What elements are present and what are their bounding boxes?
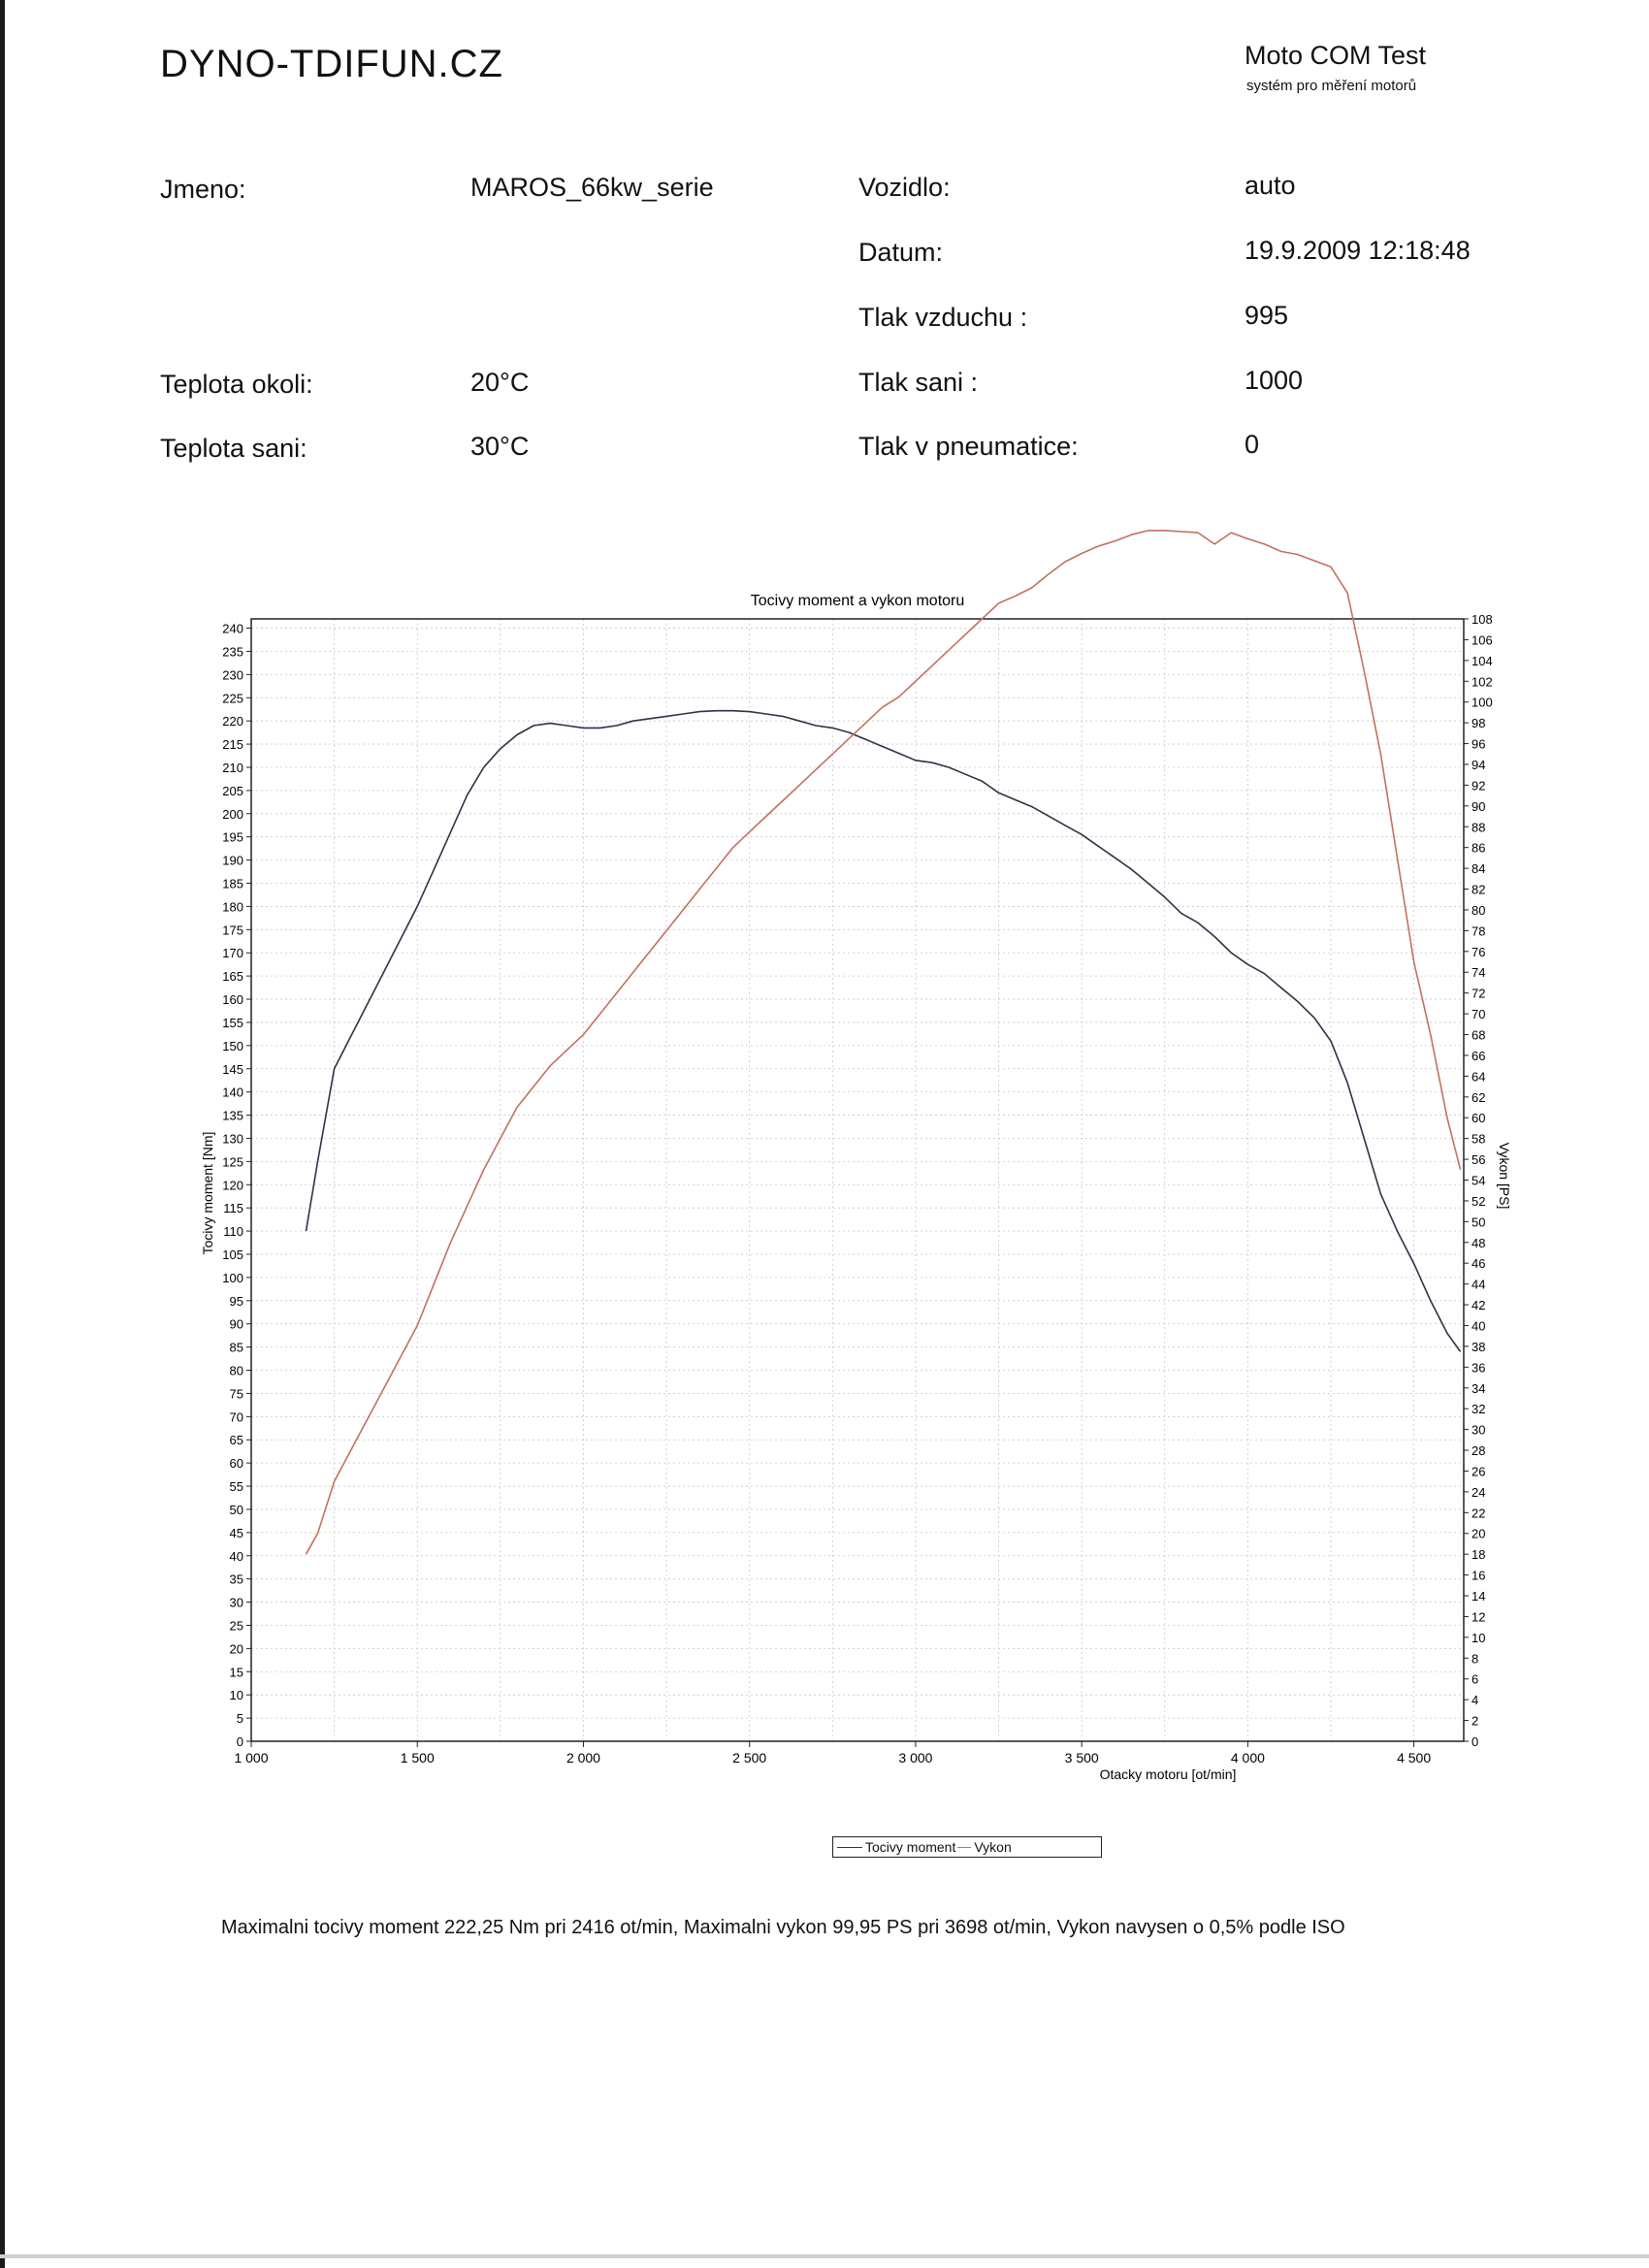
datum-label: Datum: [858, 238, 944, 267]
legend-label-torque: Tocivy moment [865, 1839, 956, 1855]
app-subtitle: systém pro měření motorů [1246, 78, 1417, 94]
y-right-tick-label: 66 [1471, 1048, 1486, 1063]
y-right-tick-label: 88 [1471, 820, 1486, 835]
y-left-tick-label: 170 [222, 946, 243, 961]
y-right-axis-label: Vykon [PS] [1497, 1142, 1512, 1210]
vozidlo-label: Vozidlo: [858, 173, 951, 202]
right-axis-ticks [1464, 612, 1493, 1749]
y-right-tick-label: 84 [1471, 861, 1486, 877]
y-left-tick-label: 65 [229, 1433, 243, 1448]
y-right-tick-label: 108 [1471, 612, 1493, 627]
y-right-tick-label: 62 [1471, 1089, 1486, 1105]
chart-legend [832, 1836, 1102, 1858]
y-left-tick-label: 190 [222, 853, 243, 868]
x-tick-label: 1 000 [234, 1750, 269, 1766]
x-tick-label: 4 500 [1397, 1750, 1432, 1766]
y-right-tick-label: 100 [1471, 695, 1493, 710]
y-right-tick-label: 60 [1471, 1111, 1486, 1126]
tlak-sani-value: 1000 [1245, 366, 1304, 395]
y-right-tick-label: 48 [1471, 1235, 1486, 1250]
jmeno-value: MAROS_66kw_serie [470, 173, 714, 202]
y-left-tick-label: 225 [222, 691, 243, 706]
x-axis-label: Otacky motoru [ot/min] [1099, 1766, 1237, 1782]
plot-frame [251, 619, 1464, 1741]
y-right-tick-label: 10 [1471, 1630, 1486, 1645]
y-right-tick-label: 30 [1471, 1422, 1486, 1438]
x-tick-label: 4 000 [1230, 1750, 1265, 1766]
y-left-tick-label: 35 [229, 1571, 243, 1587]
y-right-tick-label: 80 [1471, 902, 1486, 918]
y-right-tick-label: 42 [1471, 1298, 1486, 1313]
dyno-chart [175, 582, 1512, 1804]
y-left-tick-label: 40 [229, 1548, 243, 1564]
y-right-tick-label: 98 [1471, 716, 1486, 731]
y-left-tick-label: 115 [223, 1201, 243, 1216]
y-left-tick-label: 90 [229, 1316, 243, 1332]
y-right-tick-label: 18 [1471, 1547, 1486, 1563]
y-right-tick-label: 0 [1471, 1734, 1479, 1749]
x-axis-ticks [234, 1741, 1431, 1766]
y-right-tick-label: 26 [1471, 1464, 1486, 1479]
x-tick-label: 3 000 [898, 1750, 933, 1766]
legend-item-torque [837, 1839, 955, 1855]
y-right-tick-label: 34 [1471, 1380, 1486, 1396]
y-left-tick-label: 25 [229, 1618, 243, 1634]
tlak-vzduchu-value: 995 [1245, 301, 1289, 330]
chart-title: Tocivy moment a vykon motoru [750, 593, 965, 609]
y-left-tick-label: 110 [223, 1224, 243, 1240]
legend-swatch-power [957, 1847, 971, 1848]
y-right-tick-label: 16 [1471, 1568, 1486, 1583]
teplota-okoli-value: 20°C [470, 368, 530, 397]
legend-label-power: Vykon [974, 1839, 1012, 1855]
y-left-tick-label: 200 [222, 806, 243, 822]
y-right-tick-label: 54 [1471, 1173, 1486, 1188]
y-left-tick-label: 215 [222, 737, 243, 753]
y-left-tick-label: 185 [222, 876, 243, 891]
y-right-tick-label: 92 [1471, 778, 1486, 794]
y-left-tick-label: 230 [222, 667, 243, 683]
y-right-tick-label: 14 [1471, 1589, 1486, 1604]
y-left-tick-label: 220 [222, 714, 243, 729]
left-axis-ticks [222, 622, 251, 1749]
y-right-tick-label: 6 [1471, 1671, 1479, 1687]
power-series-line [307, 531, 1461, 1554]
y-left-tick-label: 70 [229, 1409, 243, 1425]
y-left-tick-label: 10 [229, 1688, 243, 1703]
y-left-tick-label: 210 [222, 760, 243, 775]
x-tick-label: 2 000 [566, 1750, 600, 1766]
y-right-tick-label: 40 [1471, 1318, 1486, 1334]
brand-title: DYNO-TDIFUN.CZ [160, 43, 503, 85]
scan-edge-bottom [0, 2254, 1649, 2258]
y-right-tick-label: 58 [1471, 1131, 1486, 1147]
y-right-tick-label: 46 [1471, 1256, 1486, 1272]
y-left-tick-label: 240 [222, 621, 243, 636]
summary-text: Maximalni tocivy moment 222,25 Nm pri 2416 ot/min, Maximalni vykon 99,95 PS pri 3698 ot/min, Vykon navysen o 0,5% podle ISO [221, 1917, 1345, 1938]
y-right-tick-label: 20 [1471, 1526, 1486, 1541]
y-right-tick-label: 12 [1471, 1609, 1486, 1625]
y-left-tick-label: 30 [229, 1595, 243, 1610]
y-left-tick-label: 20 [229, 1641, 243, 1657]
y-right-tick-label: 2 [1471, 1713, 1479, 1729]
y-right-tick-label: 44 [1471, 1277, 1486, 1292]
teplota-sani-label: Teplota sani: [160, 434, 307, 463]
y-right-tick-label: 38 [1471, 1339, 1486, 1354]
y-left-tick-label: 165 [222, 969, 243, 985]
y-right-tick-label: 52 [1471, 1193, 1486, 1209]
x-tick-label: 1 500 [400, 1750, 435, 1766]
y-left-tick-label: 180 [222, 899, 243, 915]
y-left-axis-label: Tocivy moment [Nm] [200, 1131, 215, 1255]
y-right-tick-label: 72 [1471, 986, 1486, 1001]
scan-edge-left [0, 0, 5, 2268]
teplota-okoli-label: Teplota okoli: [160, 370, 313, 399]
chart-grid [251, 619, 1464, 1741]
y-left-tick-label: 105 [222, 1247, 243, 1262]
y-left-tick-label: 60 [229, 1456, 243, 1472]
jmeno-label: Jmeno: [160, 175, 246, 204]
y-right-tick-label: 36 [1471, 1360, 1486, 1376]
vozidlo-value: auto [1245, 171, 1296, 200]
y-right-tick-label: 28 [1471, 1443, 1486, 1459]
y-left-tick-label: 85 [229, 1340, 243, 1355]
y-right-tick-label: 96 [1471, 736, 1486, 752]
y-left-tick-label: 195 [222, 829, 243, 845]
y-right-tick-label: 90 [1471, 798, 1486, 814]
y-right-tick-label: 82 [1471, 882, 1486, 897]
y-left-tick-label: 160 [222, 992, 243, 1008]
y-right-tick-label: 50 [1471, 1215, 1486, 1230]
legend-swatch-torque [837, 1847, 862, 1848]
y-right-tick-label: 76 [1471, 944, 1486, 959]
y-left-tick-label: 235 [222, 644, 243, 660]
y-right-tick-label: 94 [1471, 757, 1486, 772]
y-right-tick-label: 86 [1471, 840, 1486, 856]
y-left-tick-label: 125 [222, 1154, 243, 1170]
y-left-tick-label: 80 [229, 1363, 243, 1378]
y-left-tick-label: 95 [229, 1293, 243, 1309]
y-right-tick-label: 8 [1471, 1651, 1479, 1667]
y-right-tick-label: 104 [1471, 653, 1493, 668]
torque-series-line [307, 711, 1461, 1352]
y-right-tick-label: 4 [1471, 1693, 1479, 1708]
x-tick-label: 2 500 [732, 1750, 767, 1766]
y-left-tick-label: 155 [222, 1015, 243, 1030]
y-right-tick-label: 70 [1471, 1007, 1486, 1022]
y-left-tick-label: 5 [236, 1711, 243, 1727]
y-right-tick-label: 106 [1471, 632, 1493, 648]
tlak-vzduchu-label: Tlak vzduchu : [858, 303, 1028, 332]
y-right-tick-label: 22 [1471, 1506, 1486, 1521]
y-left-tick-label: 55 [229, 1479, 243, 1495]
y-right-tick-label: 32 [1471, 1402, 1486, 1417]
y-left-tick-label: 205 [222, 783, 243, 798]
legend-item-power [957, 1839, 1011, 1855]
y-left-tick-label: 135 [222, 1108, 243, 1123]
y-left-tick-label: 100 [222, 1270, 243, 1285]
y-right-tick-label: 24 [1471, 1484, 1486, 1500]
tlak-sani-label: Tlak sani : [858, 368, 979, 397]
y-left-tick-label: 175 [222, 923, 243, 938]
y-left-tick-label: 15 [229, 1665, 243, 1680]
y-left-tick-label: 130 [222, 1131, 243, 1147]
teplota-sani-value: 30°C [470, 432, 530, 461]
y-left-tick-label: 140 [222, 1085, 243, 1100]
y-left-tick-label: 45 [229, 1525, 243, 1540]
tlak-pneumatice-value: 0 [1245, 430, 1260, 459]
y-left-tick-label: 50 [229, 1502, 243, 1517]
y-left-tick-label: 0 [236, 1734, 243, 1749]
datum-value: 19.9.2009 12:18:48 [1245, 236, 1471, 265]
y-left-tick-label: 75 [229, 1386, 243, 1402]
y-right-tick-label: 74 [1471, 965, 1486, 981]
y-right-tick-label: 56 [1471, 1152, 1486, 1168]
x-tick-label: 3 500 [1064, 1750, 1099, 1766]
y-right-tick-label: 78 [1471, 923, 1486, 939]
y-left-tick-label: 120 [222, 1178, 243, 1193]
y-right-tick-label: 102 [1471, 674, 1493, 690]
tlak-pneumatice-label: Tlak v pneumatice: [858, 432, 1079, 461]
y-right-tick-label: 64 [1471, 1069, 1486, 1085]
y-right-tick-label: 68 [1471, 1027, 1486, 1043]
y-left-tick-label: 150 [222, 1038, 243, 1053]
app-title: Moto COM Test [1245, 41, 1427, 70]
y-left-tick-label: 145 [222, 1061, 243, 1077]
